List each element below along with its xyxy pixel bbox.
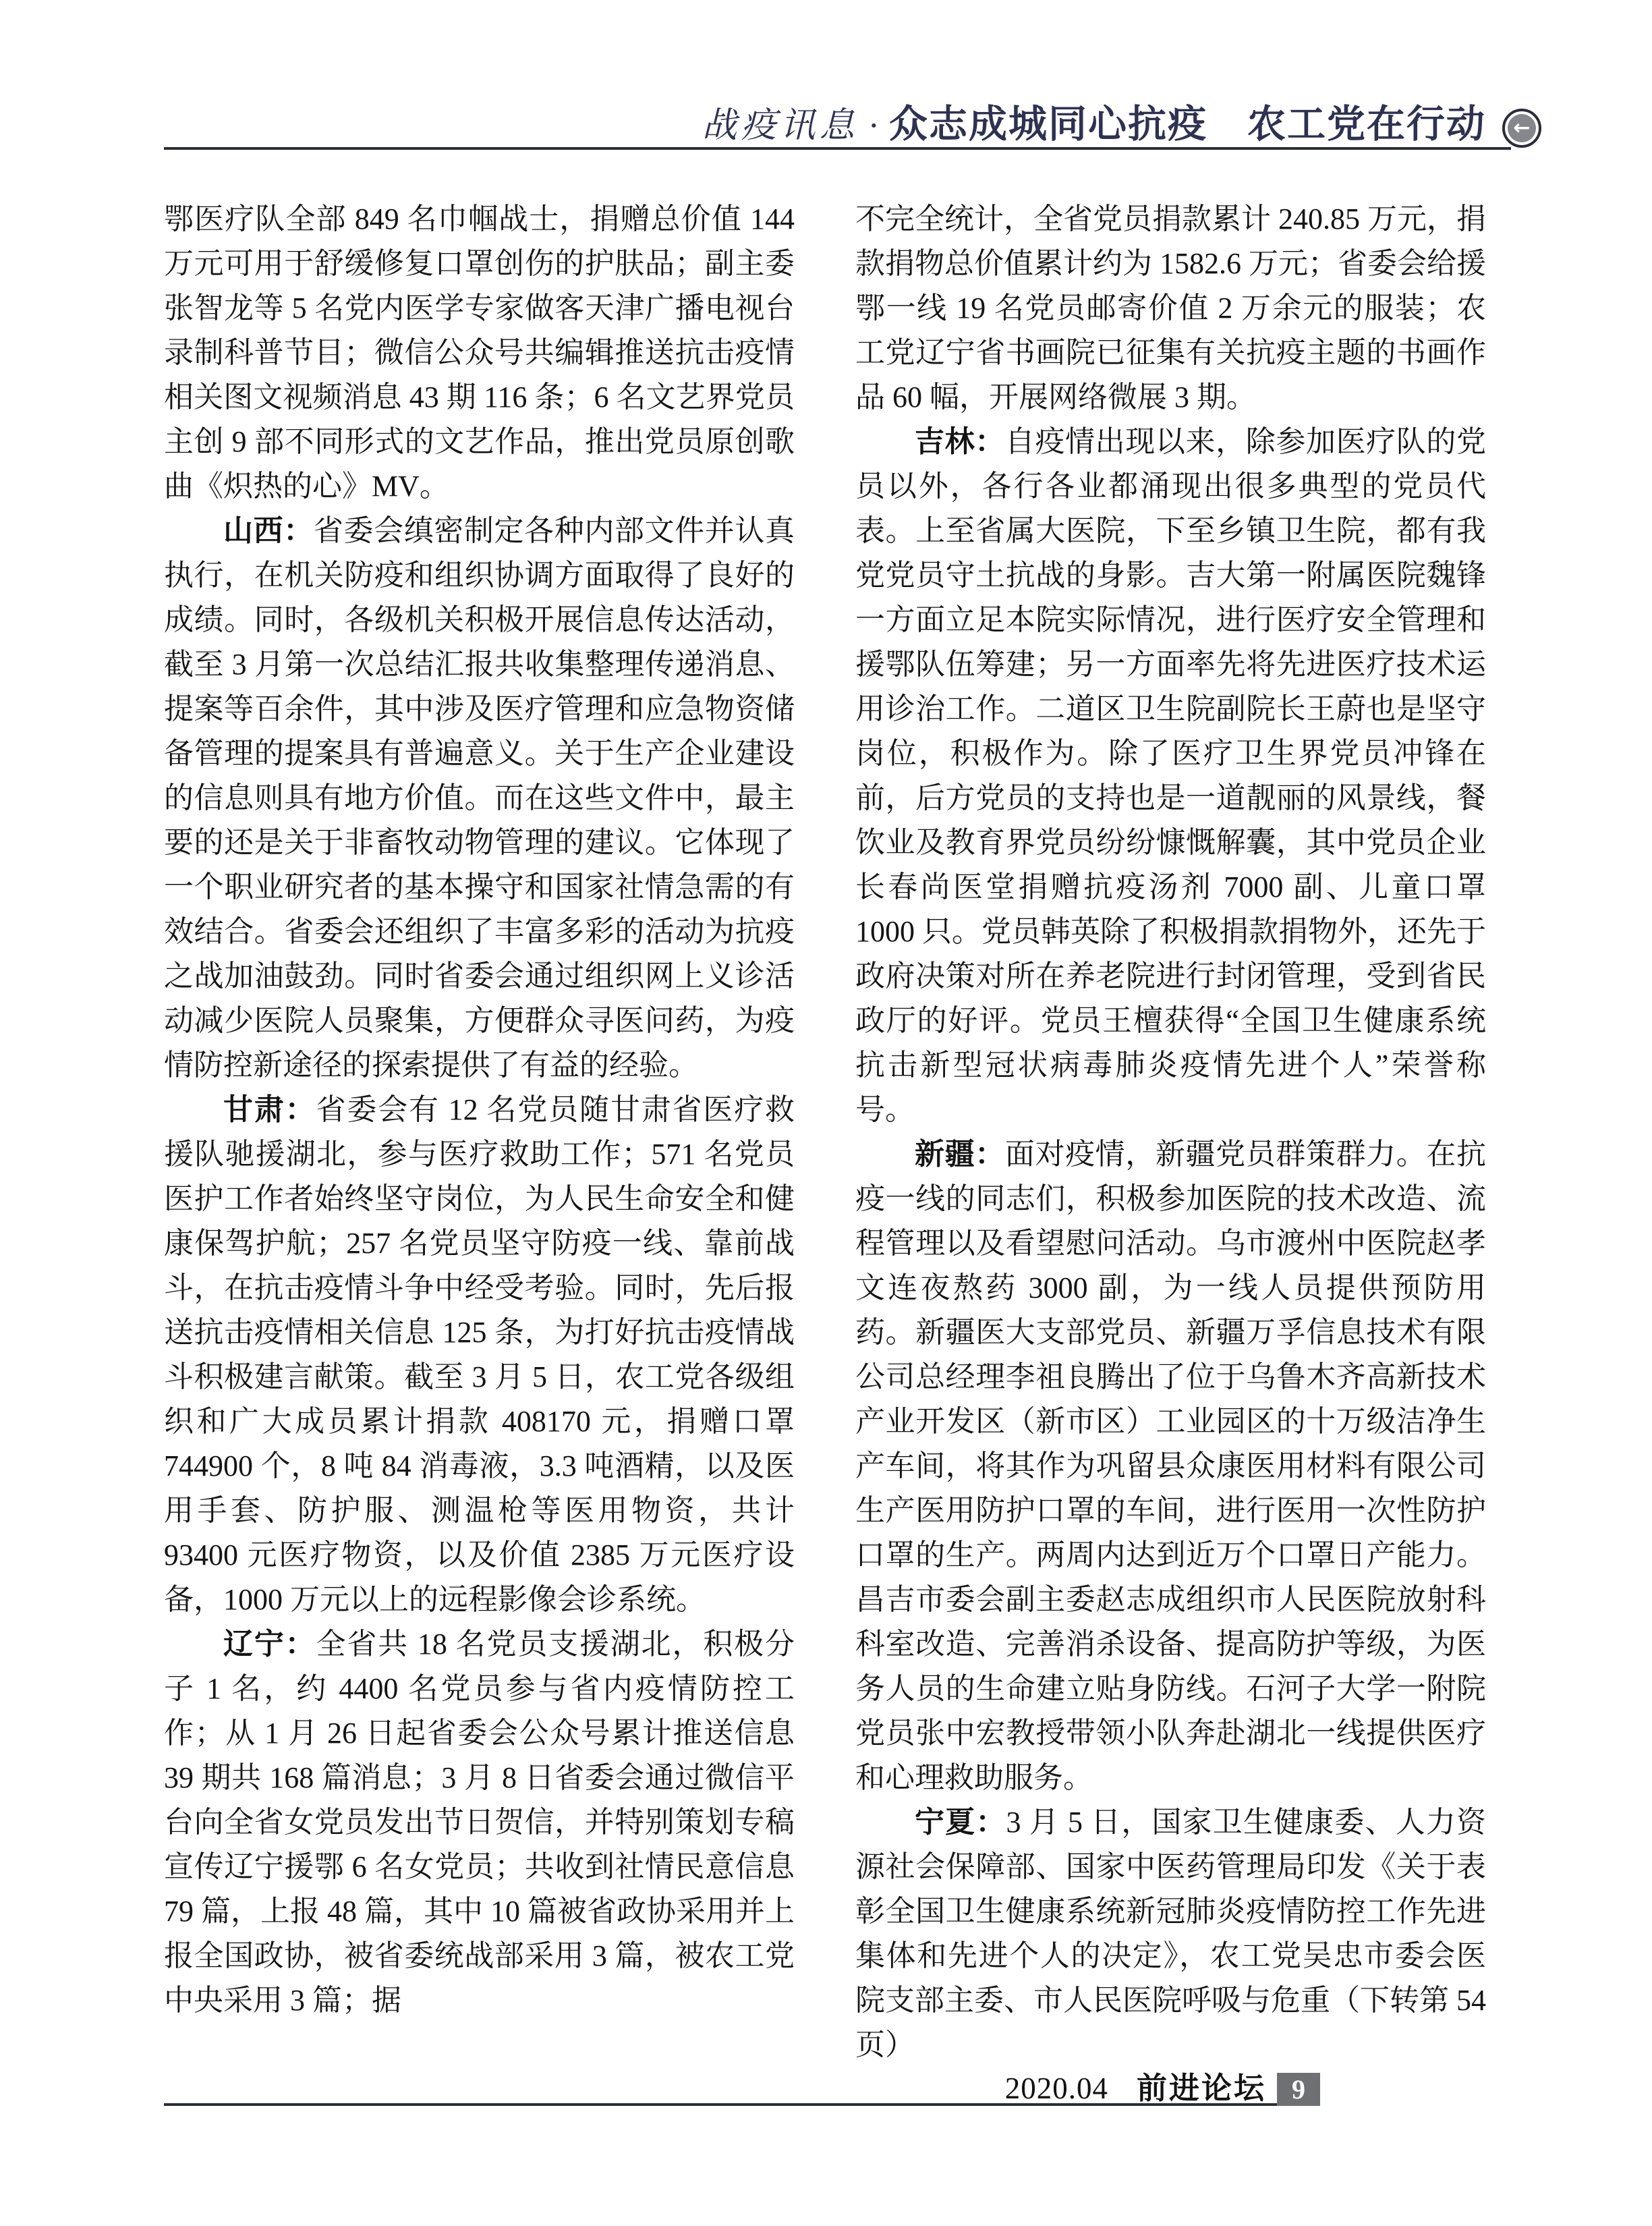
header-separator-dot: · bbox=[867, 107, 880, 145]
footer bbox=[1004, 2063, 1266, 2105]
header-section-name: 战疫讯息 bbox=[702, 107, 859, 145]
footer-rule bbox=[164, 2103, 1277, 2106]
page-header bbox=[164, 93, 1486, 146]
region-label: 山西： bbox=[223, 514, 314, 547]
paragraph-text: 省委会缜密制定各种内部文件并认真执行，在机关防疫和组织协调方面取得了良好的成绩。同时，各级机关积极开展信息传达活动，截至 3 月第一次总结汇报共收集整理传递消息、提案等百余件，其中涉及医疗管理和应急物资储备管理的提案具有普遍意义。关于生产企业建设的信息则具有地方价值。而在这些文件中，最主要的还是关于非畜牧动物管理的建议。它体现了一个职业研究者的基本操守和国家社情急需的有效结合。省委会还组织了丰富多彩的活动为抗疫之战加油鼓劲。同时省委会通过组织网上义诊活动减少医院人员聚集，方便群众寻医问药，为疫情防控新途径的探索提供了有益的经验。 bbox=[164, 514, 795, 1082]
paragraph-continuation bbox=[164, 197, 795, 509]
left-column bbox=[164, 197, 795, 2023]
paragraph-text: 不完全统计，全省党员捐款累计 240.85 万元，捐款捐物总价值累计约为 1582.6 万元；省委会给援鄂一线 19 名党员邮寄价值 2 万余元的服装；农工党辽宁省书画院已征集有关抗疫主题的书画作品 60 幅，开展网络微展 3 期。 bbox=[855, 202, 1486, 414]
paragraph-text: 鄂医疗队全部 849 名巾帼战士，捐赠总价值 144 万元可用于舒缓修复口罩创伤的护肤品；副主委张智龙等 5 名党内医学专家做客天津广播电视台录制科普节目；微信公众号共编辑推送抗击疫情相关图文视频消息 43 期 116 条；6 名文艺界党员主创 9 部不同形式的文艺作品，推出党员原创歌曲《炽热的心》MV。 bbox=[164, 202, 795, 503]
header-column-title: 众志成城同心抗疫 农工党在行动 bbox=[889, 103, 1486, 146]
back-arrow-glyph: ← bbox=[1508, 114, 1536, 142]
back-arrow-icon bbox=[1502, 109, 1541, 148]
region-label: 吉林： bbox=[915, 425, 1005, 458]
paragraph-text: 省委会有 12 名党员随甘肃省医疗救援队驰援湖北，参与医疗救助工作；571 名党员医护工作者始终坚守岗位，为人民生命安全和健康保驾护航；257 名党员坚守防疫一线、靠前战斗，在抗击疫情斗争中经受考验。同时，先后报送抗击疫情相关信息 125 条，为打好抗击疫情战斗积极建言献策。截至 3 月 5 日，农工党各级组织和广大成员累计捐款 408170 元，捐赠口罩 744900 个，8 吨 84 消毒液，3.3 吨酒精，以及医用手套、防护服、测温枪等医用物资，共计 93400 元医疗物资，以及价值 2385 万元医疗设备，1000 万元以上的远程影像会诊系统。 bbox=[164, 1093, 795, 1616]
paragraph-ningxia bbox=[855, 1800, 1486, 2067]
paragraph-xinjiang bbox=[855, 1132, 1486, 1800]
paragraph-continuation bbox=[855, 197, 1486, 420]
paragraph-shanxi bbox=[164, 509, 795, 1088]
paragraph-text: 面对疫情，新疆党员群策群力。在抗疫一线的同志们，积极参加医院的技术改造、流程管理以及看望慰问活动。乌市渡州中医院赵孝文连夜熬药 3000 副，为一线人员提供预防用药。新疆医大支部党员、新疆万孚信息技术有限公司总经理李祖良腾出了位于乌鲁木齐高新技术产业开发区（新市区）工业园区的十万级洁净生产车间，将其作为巩留县众康医用材料有限公司生产医用防护口罩的车间，进行医用一次性防护口罩的生产。两周内达到近万个口罩日产能力。昌吉市委会副主委赵志成组织市人民医院放射科科室改造、完善消杀设备、提高防护等级，为医务人员的生命建立贴身防线。石河子大学一附院党员张中宏教授带领小队奔赴湖北一线提供医疗和心理救助服务。 bbox=[855, 1138, 1487, 1794]
paragraph-jilin bbox=[855, 420, 1486, 1132]
region-label: 辽宁： bbox=[223, 1627, 316, 1661]
page-number-badge: 9 bbox=[1277, 2073, 1320, 2106]
footer-issue-date: 2020.04 bbox=[1004, 2071, 1108, 2105]
header-rule bbox=[164, 147, 1511, 150]
region-label: 宁夏： bbox=[915, 1806, 1006, 1839]
paragraph-text: 自疫情出现以来，除参加医疗队的党员以外，各行各业都涌现出很多典型的党员代表。上至省属大医院，下至乡镇卫生院，都有我党党员守土抗战的身影。吉大第一附属医院魏锋一方面立足本院实际情况，进行医疗安全管理和援鄂队伍筹建；另一方面率先将先进医疗技术运用诊治工作。二道区卫生院副院长王蔚也是坚守岗位，积极作为。除了医疗卫生界党员冲锋在前，后方党员的支持也是一道靓丽的风景线，餐饮业及教育界党员纷纷慷慨解囊，其中党员企业长春尚医堂捐赠抗疫汤剂 7000 副、儿童口罩 1000 只。党员韩英除了积极捐款捐物外，还先于政府决策对所在养老院进行封闭管理，受到省民政厅的好评。党员王檀获得“全国卫生健康系统抗击新型冠状病毒肺炎疫情先进个人”荣誉称号。 bbox=[855, 425, 1487, 1126]
region-label: 甘肃： bbox=[223, 1093, 316, 1126]
paragraph-text: 3 月 5 日，国家卫生健康委、人力资源社会保障部、国家中医药管理局印发《关于表彰全国卫生健康系统新冠肺炎疫情防控工作先进集体和先进个人的决定》，农工党吴忠市委会医院支部主委、市人民医院呼吸与危重（下转第 54 页） bbox=[855, 1806, 1487, 2061]
paragraph-gansu bbox=[164, 1088, 795, 1622]
paragraph-liaoning bbox=[164, 1622, 795, 2023]
footer-journal-name: 前进论坛 bbox=[1136, 2071, 1266, 2105]
paragraph-text: 全省共 18 名党员支援湖北，积极分子 1 名，约 4400 名党员参与省内疫情防控工作；从 1 月 26 日起省委会公众号累计推送信息 39 期共 168 篇消息；3 月 8 日省委会通过微信平台向全省女党员发出节日贺信，并特别策划专稿宣传辽宁援鄂 6 名女党员；共收到社情民意信息 79 篇，上报 48 篇，其中 10 篇被省政协采用并上报全国政协，被省委统战部采用 3 篇，被农工党中央采用 3 篇；据 bbox=[164, 1627, 795, 2017]
right-column bbox=[855, 197, 1486, 2067]
region-label: 新疆： bbox=[915, 1138, 1005, 1171]
